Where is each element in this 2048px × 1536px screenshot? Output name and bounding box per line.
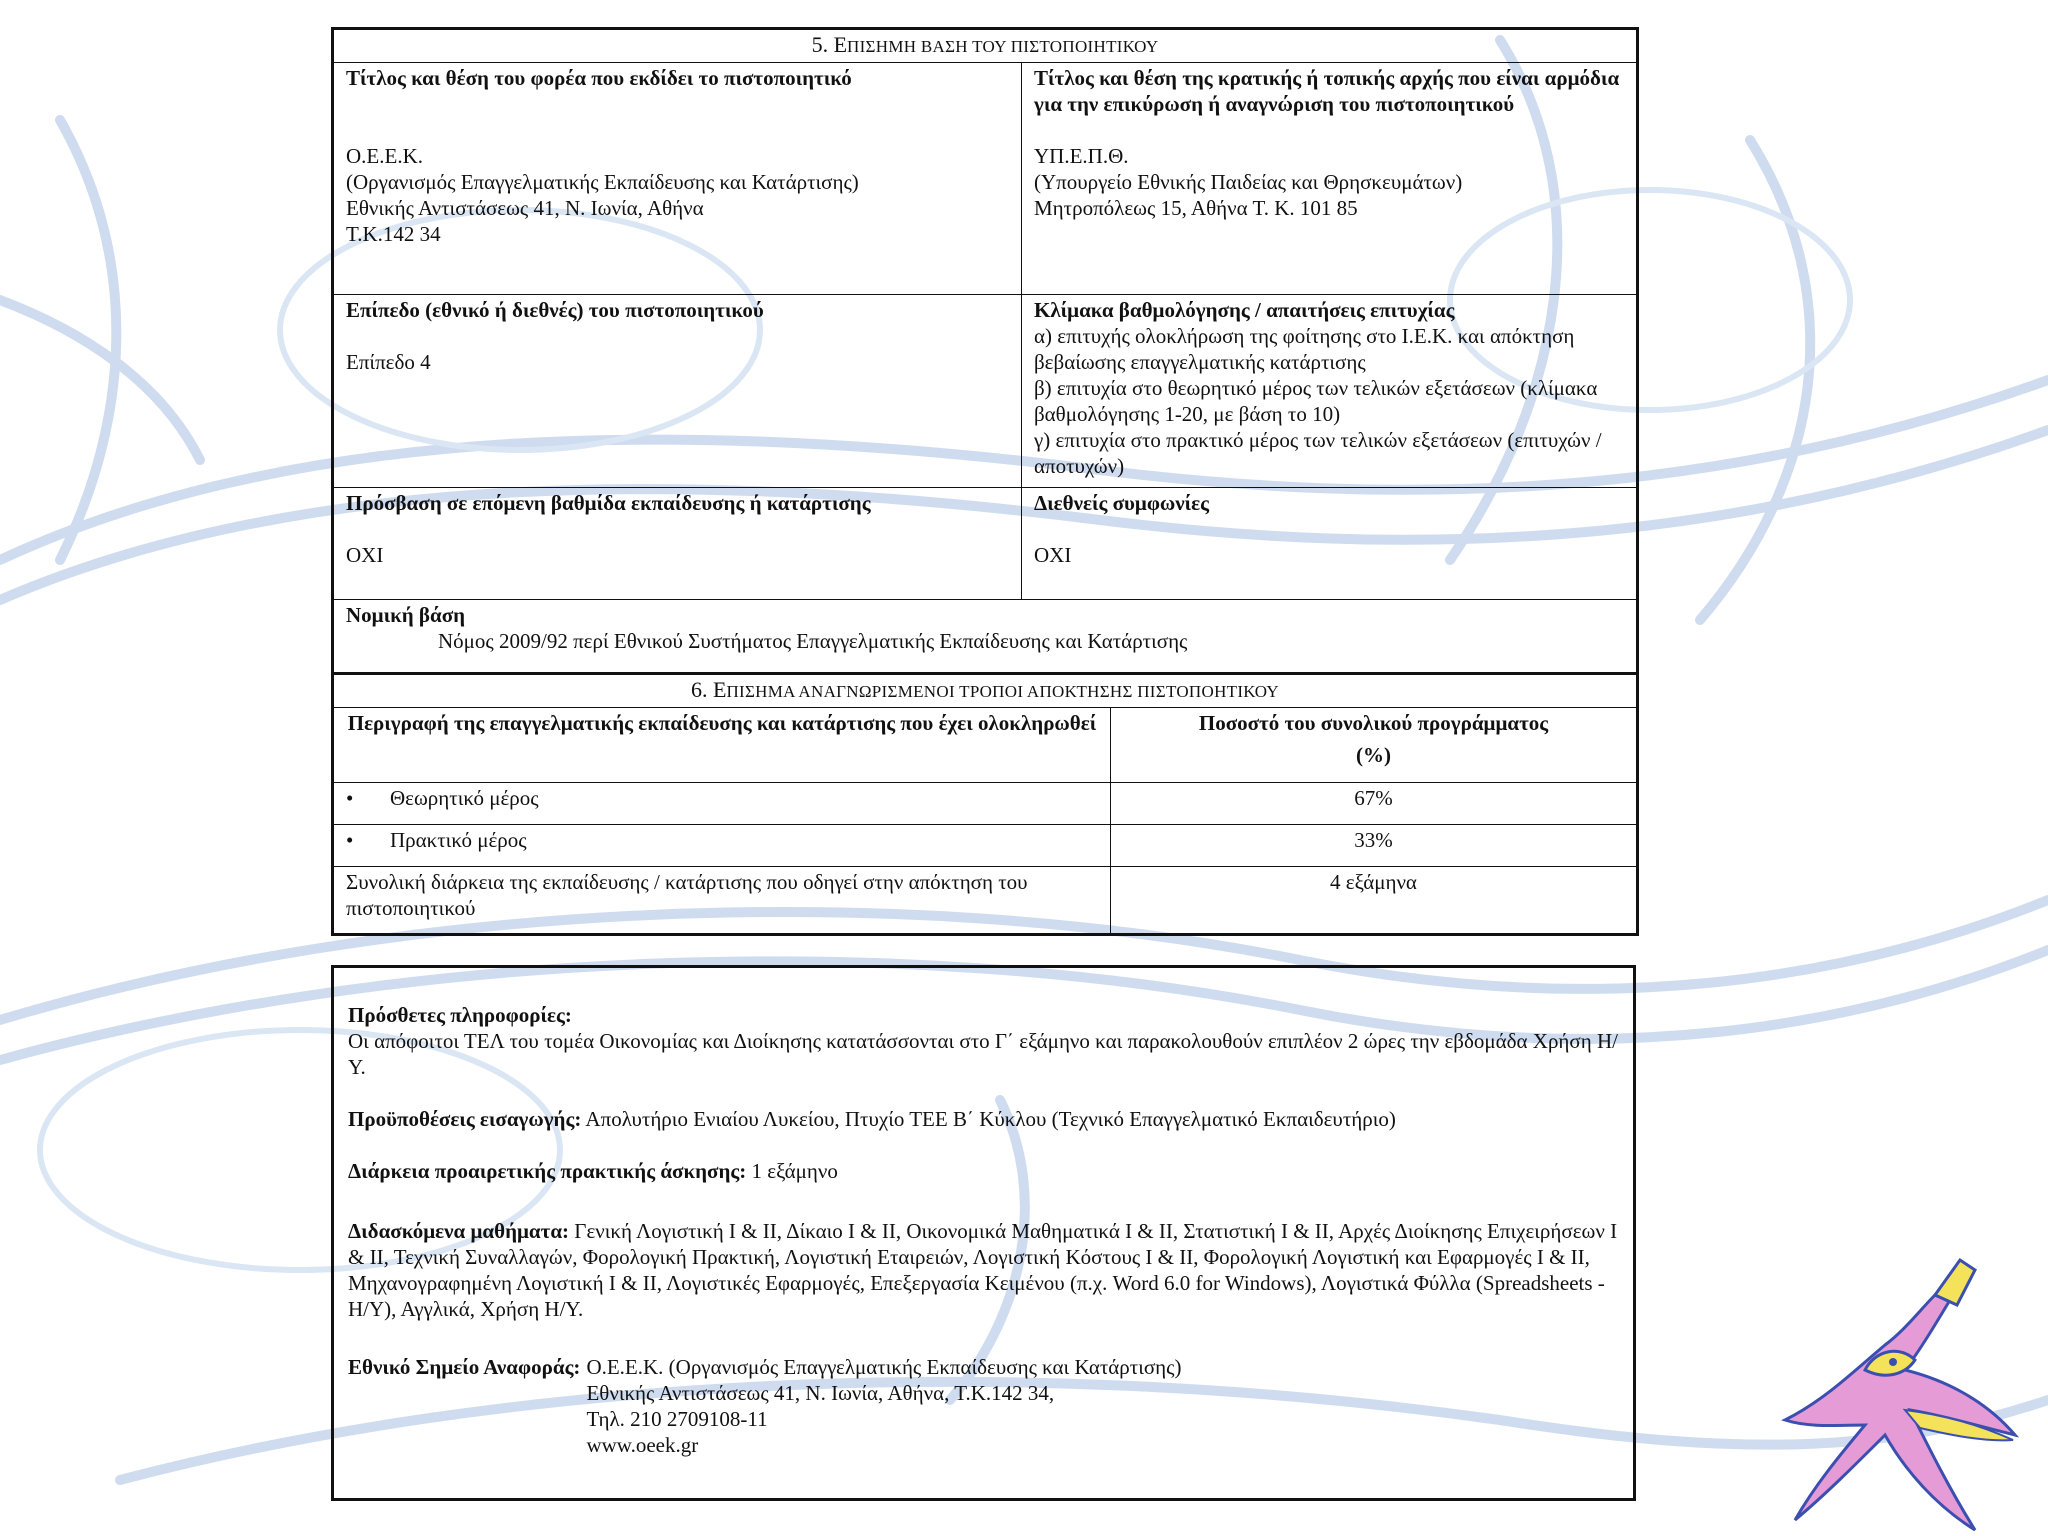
grading-line: β) επιτυχία στο θεωρητικό μέρος των τελικών εξετάσεων (κλίμακα βαθμολόγησης 1-20, με βάση το 10) (1034, 376, 1598, 426)
prerequisites-label: Προϋποθέσεις εισαγωγής: (348, 1107, 582, 1131)
authority-line: (Υπουργείο Εθνικής Παιδείας και Θρησκευμάτων) (1034, 170, 1463, 194)
level-heading: Επίπεδο (εθνικό ή διεθνές) του πιστοποιητικού (346, 298, 764, 322)
contact-label: Εθνικό Σημείο Αναφοράς: (348, 1355, 581, 1379)
legal-heading: Νομική βάση (346, 603, 466, 627)
duration-label: Συνολική διάρκεια της εκπαίδευσης / κατάρτισης που οδηγεί στην απόκτηση του πιστοποιητικού (333, 867, 1111, 935)
issuer-heading: Τίτλος και θέση του φορέα που εκδίδει το πιστοποιητικό (346, 66, 852, 90)
issuer-row (333, 63, 1638, 295)
legal-row (333, 600, 1638, 674)
level-row (333, 295, 1638, 488)
authority-heading: Τίτλος και θέση της κρατικής ή τοπικής αρχής που είναι αρμόδια για την επικύρωση ή αναγνώριση του πιστοποιητικού (1034, 66, 1620, 116)
additional-info-text: Οι απόφοιτοι ΤΕΛ του τομέα Οικονομίας και Διοίκησης κατατάσσονται στο Γ΄ εξάμηνο και παρακολουθούν επιπλέον 2 ώρες την εβδομάδα Χρήση Η/Υ. (348, 1029, 1618, 1079)
legal-value: Νόμος 2009/92 περί Εθνικού Συστήματος Επαγγελματικής Εκπαίδευσης και Κατάρτισης (438, 629, 1188, 653)
access-value: ΟΧΙ (346, 543, 384, 567)
legal-cell (333, 600, 1638, 674)
practice-duration-label: Διάρκεια προαιρετικής πρακτικής άσκησης: (348, 1159, 747, 1183)
authority-line: Μητροπόλεως 15, Αθήνα Τ. Κ. 101 85 (1034, 196, 1358, 220)
section6-header-row (333, 708, 1638, 783)
row-label: Θεωρητικό μέρος (390, 786, 539, 810)
agreements-value: ΟΧΙ (1034, 543, 1072, 567)
level-cell (333, 295, 1022, 488)
section5-title-row (333, 29, 1638, 63)
percentage-column-header (1111, 708, 1638, 783)
section5-title-num: 5. Ε (811, 32, 848, 57)
additional-info-box (331, 965, 1636, 1501)
section6-title-rest: ΠΙΣΗΜΑ ΑΝΑΓΝΩΡΙΣΜΕΝΟΙ ΤΡΟΠΟΙ ΑΠΟΚΤΗΣΗΣ ΠΙΣΤΟΠΟΗΤΙΚΟΥ (726, 682, 1280, 701)
mascot-logo-icon (1745, 1250, 2045, 1536)
section5-title-rest: ΠΙΣΗΜΗ ΒΑΣΗ ΤΟΥ ΠΙΣΤΟΠΟΙΗΤΙΚΟΥ (847, 37, 1159, 56)
issuer-line: Ο.Ε.Ε.Κ. (346, 144, 423, 168)
section6-title (333, 674, 1638, 708)
issuer-line: Τ.Κ.142 34 (346, 222, 441, 246)
row-label: Πρακτικό μέρος (390, 828, 527, 852)
contact-details (586, 1354, 1181, 1458)
section6-table (331, 672, 1639, 936)
authority-cell (1022, 63, 1638, 295)
grading-heading: Κλίμακα βαθμολόγησης / απαιτήσεις επιτυχίας (1034, 298, 1455, 322)
row-value: 67% (1111, 783, 1638, 825)
contact-line: Ο.Ε.Ε.Κ. (Οργανισμός Επαγγελματικής Εκπαίδευσης και Κατάρτισης) (586, 1355, 1182, 1379)
additional-info (348, 1002, 1619, 1080)
table-row (333, 825, 1638, 867)
section5-table (331, 27, 1639, 675)
bullet-icon: • (346, 828, 354, 852)
section6-title-num: 6. Ε (690, 677, 727, 702)
courses (348, 1218, 1619, 1322)
bullet-icon: • (346, 786, 354, 810)
percentage-heading: Ποσοστό του συνολικού προγράμματος (1198, 711, 1549, 735)
agreements-cell (1022, 488, 1638, 600)
access-cell (333, 488, 1022, 600)
agreements-heading: Διεθνείς συμφωνίες (1034, 491, 1209, 515)
contact-line: Τηλ. 210 2709108-11 (586, 1407, 768, 1431)
courses-text: Γενική Λογιστική Ι & ΙΙ, Δίκαιο Ι & ΙΙ, Οικονομικά Μαθηματικά Ι & ΙΙ, Στατιστική Ι & ΙΙ, Αρχές Διοίκησης Επιχειρήσεων Ι & ΙΙ, Τεχνική Συναλλαγών, Φορολογική Πρακτική, Λογιστική Εταιρειών, Λογιστική Κόστους Ι & ΙΙ, Φορολογική Λογιστική και Εφαρμογές Ι & ΙΙ, Μηχανογραφημένη Λογιστική Ι & ΙΙ, Λογιστικές Εφαρμογές, Επεξεργασία Κειμένου (π.χ. Word 6.0 for Windows), Λογιστικά Φύλλα (Spreadsheets - Η/Υ), Αγγλικά, Χρήση Η/Υ. (348, 1219, 1618, 1321)
grading-line: γ) επιτυχία στο πρακτικό μέρος των τελικών εξετάσεων (επιτυχών / αποτυχών) (1034, 428, 1602, 478)
section5-title (333, 29, 1638, 63)
table-cell (333, 783, 1111, 825)
authority-line: ΥΠ.Ε.Π.Θ. (1034, 144, 1129, 168)
practice-duration-text: 1 εξάμηνο (746, 1159, 838, 1183)
prerequisites-text: Απολυτήριο Ενιαίου Λυκείου, Πτυχίο ΤΕΕ Β΄ Κύκλου (Τεχνικό Επαγγελματικό Εκπαιδευτήριο) (581, 1107, 1396, 1131)
issuer-line: (Οργανισμός Επαγγελματικής Εκπαίδευσης και Κατάρτισης) (346, 170, 859, 194)
grading-cell (1022, 295, 1638, 488)
level-value: Επίπεδο 4 (346, 350, 431, 374)
additional-info-label: Πρόσθετες πληροφορίες: (348, 1003, 572, 1027)
table-row (333, 783, 1638, 825)
description-column-header: Περιγραφή της επαγγελματικής εκπαίδευσης και κατάρτισης που έχει ολοκληρωθεί (333, 708, 1111, 783)
table-cell (333, 825, 1111, 867)
access-heading: Πρόσβαση σε επόμενη βαθμίδα εκπαίδευσης ή κατάρτισης (346, 491, 871, 515)
percentage-unit: (%) (1356, 743, 1391, 767)
contact-line: Εθνικής Αντιστάσεως 41, Ν. Ιωνία, Αθήνα, Τ.Κ.142 34, (586, 1381, 1055, 1405)
courses-label: Διδασκόμενα μαθήματα: (348, 1219, 570, 1243)
row-value: 33% (1111, 825, 1638, 867)
duration-value: 4 εξάμηνα (1111, 867, 1638, 935)
section6-title-row (333, 674, 1638, 708)
contact-point (348, 1354, 1619, 1458)
contact-website: www.oeek.gr (586, 1433, 699, 1457)
practice-duration (348, 1158, 1619, 1184)
grading-line: α) επιτυχής ολοκλήρωση της φοίτησης στο Ι.Ε.Κ. και απόκτηση βεβαίωσης επαγγελματικής κατάρτισης (1034, 324, 1575, 374)
duration-row (333, 867, 1638, 935)
access-row (333, 488, 1638, 600)
issuer-line: Εθνικής Αντιστάσεως 41, Ν. Ιωνία, Αθήνα (346, 196, 704, 220)
issuer-cell (333, 63, 1022, 295)
prerequisites (348, 1106, 1619, 1132)
